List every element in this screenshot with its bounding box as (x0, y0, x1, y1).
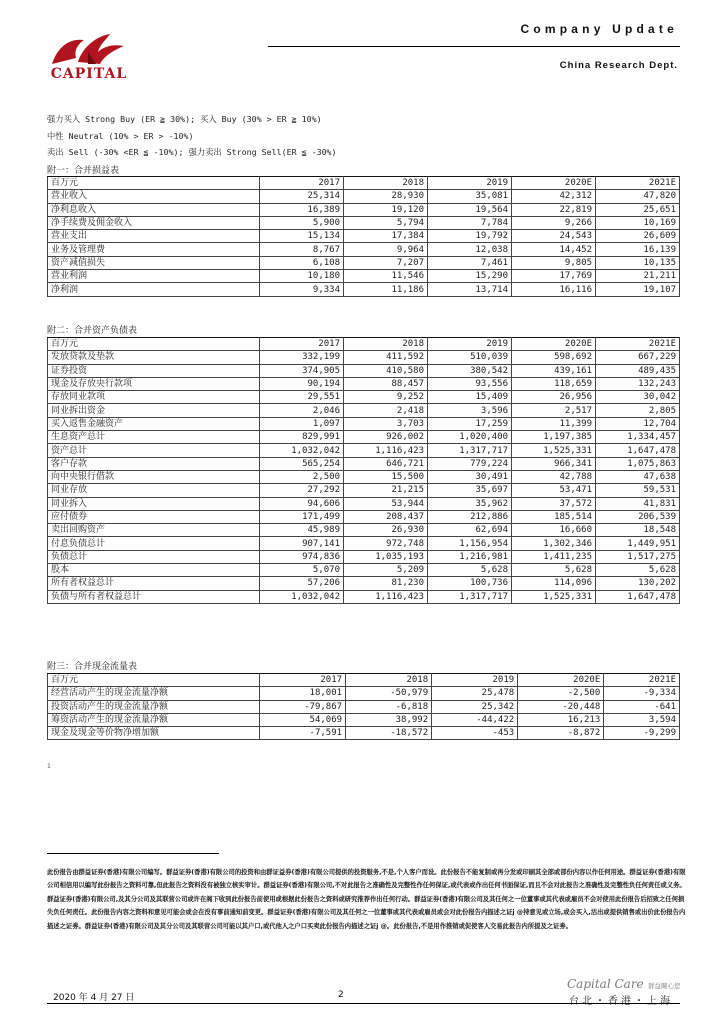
table-cell: 25,314 (260, 190, 344, 203)
column-header-year: 2018 (344, 177, 428, 190)
table-cell: 1,517,275 (596, 550, 680, 563)
table-cell: 26,930 (344, 524, 428, 537)
footnote-mark: 1 (47, 763, 51, 770)
table-cell: 12,038 (428, 243, 512, 256)
table-cell: 907,141 (260, 537, 344, 550)
row-label: 业务及管理费 (48, 243, 260, 256)
table-cell: 6,108 (260, 256, 344, 269)
table-cell: 972,748 (344, 537, 428, 550)
table-cell: 35,081 (428, 190, 512, 203)
table-cell: 15,134 (260, 230, 344, 243)
table-cell: 667,229 (596, 351, 680, 364)
capital-care-brand-cn: 群益關心您 (648, 982, 681, 990)
row-label: 净利润 (48, 283, 260, 296)
table-row (48, 404, 680, 417)
logo-text: CAPITAL (50, 66, 128, 82)
table-header-row (48, 338, 680, 351)
row-label: 营业利润 (48, 270, 260, 283)
row-label: 负债总计 (48, 550, 260, 563)
table-cell: -20,448 (518, 700, 604, 713)
table-cell: 332,199 (260, 351, 344, 364)
table-cell: 1,097 (260, 417, 344, 430)
table-cell: 9,266 (512, 216, 596, 229)
table-cell: 81,230 (344, 577, 428, 590)
row-label: 付息负债总计 (48, 537, 260, 550)
table-row (48, 364, 680, 377)
table-cell: 47,820 (596, 190, 680, 203)
table-cell: 132,243 (596, 377, 680, 390)
table-row (48, 230, 680, 243)
table-cell: 16,389 (260, 203, 344, 216)
column-header-unit: 百万元 (48, 177, 260, 190)
rating-line: 卖出 Sell (-30% <ER ≦ -10%); 强力卖出 Strong Sell(ER ≦ -30%) (47, 147, 337, 157)
column-header-unit: 百万元 (48, 674, 260, 687)
table-cell: 25,651 (596, 203, 680, 216)
table-cell: 5,209 (344, 564, 428, 577)
table-cell: -18,572 (346, 727, 432, 740)
report-type-title: Company Update (520, 22, 678, 36)
table-row (48, 550, 680, 563)
table-cell: 35,697 (428, 484, 512, 497)
table-cell: 1,035,193 (344, 550, 428, 563)
table-cell: 1,334,457 (596, 431, 680, 444)
table-cell: 17,384 (344, 230, 428, 243)
table-row (48, 431, 680, 444)
table-cell: 510,039 (428, 351, 512, 364)
row-label: 股本 (48, 564, 260, 577)
table-cell: 57,206 (260, 577, 344, 590)
table-cell: 646,721 (344, 457, 428, 470)
table-row (48, 564, 680, 577)
column-header-year: 2020E (512, 338, 596, 351)
table-cell: 966,341 (512, 457, 596, 470)
table-cell: 14,452 (512, 243, 596, 256)
table-cell: 88,457 (344, 377, 428, 390)
table-cell: 15,409 (428, 391, 512, 404)
table-cell: 30,491 (428, 470, 512, 483)
row-label: 同业拆入 (48, 497, 260, 510)
table-cell: 11,399 (512, 417, 596, 430)
row-label: 净利息收入 (48, 203, 260, 216)
row-label: 经营活动产生的现金流量净额 (48, 687, 260, 700)
income-statement-table (47, 176, 680, 297)
table-cell: 206,539 (596, 510, 680, 523)
table-cell: 16,139 (596, 243, 680, 256)
table-cell: 1,020,400 (428, 431, 512, 444)
table-row (48, 577, 680, 590)
cash-flow-title: 附三：合并现金流量表 (47, 662, 138, 672)
balance-sheet-title: 附二：合并资产负债表 (47, 326, 138, 336)
table-cell: 59,531 (596, 484, 680, 497)
table-cell: 2,517 (512, 404, 596, 417)
rating-line: 中性 Neutral (10% > ER > -10%) (47, 130, 194, 141)
row-label: 营业收入 (48, 190, 260, 203)
row-label: 负债与所有者权益总计 (48, 590, 260, 603)
table-cell: 3,596 (428, 404, 512, 417)
table-row (48, 497, 680, 510)
table-cell: -2,500 (518, 687, 604, 700)
row-label: 筹资活动产生的现金流量净额 (48, 713, 260, 726)
row-label: 现金及存放央行款项 (48, 377, 260, 390)
table-row (48, 537, 680, 550)
table-cell: 171,499 (260, 510, 344, 523)
table-cell: -8,872 (518, 727, 604, 740)
column-header-year: 2019 (428, 338, 512, 351)
row-label: 同业拆出资金 (48, 404, 260, 417)
table-cell: 380,542 (428, 364, 512, 377)
table-row (48, 457, 680, 470)
table-cell: 26,609 (596, 230, 680, 243)
table-cell: 19,107 (596, 283, 680, 296)
table-cell: 1,525,331 (512, 444, 596, 457)
table-cell: 1,317,717 (428, 444, 512, 457)
row-label: 发放贷款及垫款 (48, 351, 260, 364)
row-label: 存放同业款项 (48, 391, 260, 404)
table-cell: 1,156,954 (428, 537, 512, 550)
table-cell: -9,334 (604, 687, 680, 700)
table-cell: 1,032,042 (260, 590, 344, 603)
table-cell: 54,069 (260, 713, 346, 726)
row-label: 营业支出 (48, 230, 260, 243)
table-cell: 208,437 (344, 510, 428, 523)
column-header-year: 2019 (432, 674, 518, 687)
table-cell: 1,032,042 (260, 444, 344, 457)
table-row (48, 270, 680, 283)
row-label: 投资活动产生的现金流量净额 (48, 700, 260, 713)
table-cell: 29,551 (260, 391, 344, 404)
table-cell: 1,075,863 (596, 457, 680, 470)
table-cell: 2,805 (596, 404, 680, 417)
table-cell: 9,805 (512, 256, 596, 269)
table-cell: -7,591 (260, 727, 346, 740)
table-header-row (48, 674, 680, 687)
footer-rule (47, 1003, 680, 1004)
table-cell: 130,202 (596, 577, 680, 590)
table-row (48, 417, 680, 430)
table-cell: 5,900 (260, 216, 344, 229)
column-header-year: 2019 (428, 177, 512, 190)
table-cell: 1,525,331 (512, 590, 596, 603)
table-cell: 41,831 (596, 497, 680, 510)
table-cell: 3,594 (604, 713, 680, 726)
table-cell: 7,461 (428, 256, 512, 269)
table-row (48, 700, 680, 713)
row-label: 现金及现金等价物净增加额 (48, 727, 260, 740)
table-row (48, 243, 680, 256)
row-label: 证券投资 (48, 364, 260, 377)
table-cell: 16,213 (518, 713, 604, 726)
rating-definitions (47, 111, 337, 161)
table-cell: 90,194 (260, 377, 344, 390)
table-row (48, 727, 680, 740)
row-label: 客户存款 (48, 457, 260, 470)
table-cell: 42,788 (512, 470, 596, 483)
table-cell: 1,411,235 (512, 550, 596, 563)
table-cell: 45,989 (260, 524, 344, 537)
column-header-year: 2018 (346, 674, 432, 687)
table-cell: 410,580 (344, 364, 428, 377)
table-cell: 1,197,385 (512, 431, 596, 444)
table-cell: 22,819 (512, 203, 596, 216)
balance-sheet-table (47, 337, 680, 604)
table-cell: 5,628 (512, 564, 596, 577)
table-row (48, 377, 680, 390)
report-date: 2020 年 4 月 27 日 (53, 993, 135, 1003)
table-cell: 5,070 (260, 564, 344, 577)
column-header-year: 2020E (518, 674, 604, 687)
table-cell: 411,592 (344, 351, 428, 364)
table-cell: 1,317,717 (428, 590, 512, 603)
table-cell: 7,784 (428, 216, 512, 229)
table-cell: 926,002 (344, 431, 428, 444)
table-cell: 212,886 (428, 510, 512, 523)
table-cell: 974,836 (260, 550, 344, 563)
table-cell: 94,606 (260, 497, 344, 510)
column-header-year: 2017 (260, 338, 344, 351)
income-statement-title: 附一：合并损益表 (47, 166, 120, 176)
table-row (48, 524, 680, 537)
table-cell: 10,169 (596, 216, 680, 229)
table-cell: 10,180 (260, 270, 344, 283)
table-cell: 37,572 (512, 497, 596, 510)
column-header-unit: 百万元 (48, 338, 260, 351)
capital-care-brand: Capital Care (567, 977, 644, 991)
disclaimer-text: 此份报告由群益证券(香港)有限公司编写。群益证券(香港)有限公司的投资和由群证益券(香港)有限公司提供的投资服务,不是,个人客户而设。此份报告不能复制或再分发或印刷其全部或部份内容以作任何用途。群益证券(香港)有限公司相信用以编写此份报告之资料可靠,但此报告之资料没有被独立核实审计。群益证券(香港)有限公司,不对此报告之准确性及完整性作任何保证,或代表或作出任何书面保证,而且不会对此报告之准确性及完整性负任何责任或义务。群益证券(香港)有限公司,及其分公司及其联营公司或许在阁下收到此份报告前使用或根据此份报告之资料或研究推荐作出任何行动。群益证券(香港)有限公司及其任何之一位董事或其代表或雇员不会对使用此份报告后招致之任何损失负任何责任。此份报告内容之资料和意见可能会或会在没有事前通知前变更。群益证券(香港)有限公司及其任何之一位董事或其代表或雇员或会对此份报告内描述之证j @持意见或立场,或会买入,沽出或提供销售或出价此份报告内描述之证劵。群益证券(香港)有限公司及其分公司及其联营公司可能以其户口,或代他人之户口买卖此份报告内描述之证j @。此份报告,不是用作推销或促使客人交易此报告内所提及之证劵。 (47, 869, 686, 930)
table-cell: 829,991 (260, 431, 344, 444)
column-header-year: 2021E (596, 177, 680, 190)
table-cell: 565,254 (260, 457, 344, 470)
table-cell: 7,207 (344, 256, 428, 269)
table-cell: 12,704 (596, 417, 680, 430)
table-cell: 25,478 (432, 687, 518, 700)
table-row (48, 203, 680, 216)
table-cell: -44,422 (432, 713, 518, 726)
footnote-rule (47, 853, 219, 854)
table-row (48, 283, 680, 296)
table-cell: 5,794 (344, 216, 428, 229)
table-cell: 13,714 (428, 283, 512, 296)
table-cell: 1,116,423 (344, 590, 428, 603)
table-row (48, 190, 680, 203)
table-cell: 11,546 (344, 270, 428, 283)
table-cell: 11,186 (344, 283, 428, 296)
table-cell: 38,992 (346, 713, 432, 726)
table-header-row (48, 177, 680, 190)
table-row (48, 590, 680, 603)
table-cell: -453 (432, 727, 518, 740)
column-header-year: 2021E (596, 338, 680, 351)
column-header-year: 2021E (604, 674, 680, 687)
table-row (48, 351, 680, 364)
row-label: 应付债券 (48, 510, 260, 523)
table-cell: 21,215 (344, 484, 428, 497)
table-cell: 489,435 (596, 364, 680, 377)
table-cell: 2,500 (260, 470, 344, 483)
table-cell: 2,418 (344, 404, 428, 417)
table-cell: 25,342 (432, 700, 518, 713)
row-label: 净手续费及佣金收入 (48, 216, 260, 229)
table-cell: 9,334 (260, 283, 344, 296)
table-row (48, 216, 680, 229)
table-cell: 5,628 (596, 564, 680, 577)
page-number: 2 (338, 990, 344, 1000)
table-row (48, 256, 680, 269)
row-label: 资产总计 (48, 444, 260, 457)
table-cell: 47,638 (596, 470, 680, 483)
row-label: 生息资产总计 (48, 431, 260, 444)
table-row (48, 484, 680, 497)
table-cell: 19,792 (428, 230, 512, 243)
table-cell: -9,299 (604, 727, 680, 740)
column-header-year: 2018 (344, 338, 428, 351)
row-label: 同业存放 (48, 484, 260, 497)
table-cell: 19,120 (344, 203, 428, 216)
table-cell: 28,930 (344, 190, 428, 203)
table-cell: 2,046 (260, 404, 344, 417)
table-cell: 100,736 (428, 577, 512, 590)
column-header-year: 2020E (512, 177, 596, 190)
table-cell: 24,543 (512, 230, 596, 243)
table-cell: 35,962 (428, 497, 512, 510)
table-cell: 114,096 (512, 577, 596, 590)
table-cell: 1,216,981 (428, 550, 512, 563)
department-label: China Research Dept. (559, 60, 678, 71)
table-cell: -50,979 (346, 687, 432, 700)
column-header-year: 2017 (260, 177, 344, 190)
table-cell: 15,500 (344, 470, 428, 483)
table-cell: -79,867 (260, 700, 346, 713)
table-cell: 19,564 (428, 203, 512, 216)
table-cell: 53,944 (344, 497, 428, 510)
table-cell: 8,767 (260, 243, 344, 256)
table-cell: 439,161 (512, 364, 596, 377)
table-cell: 26,956 (512, 391, 596, 404)
header-rule (268, 46, 680, 47)
table-cell: 1,302,346 (512, 537, 596, 550)
table-cell: 42,312 (512, 190, 596, 203)
table-cell: 18,548 (596, 524, 680, 537)
table-cell: 93,556 (428, 377, 512, 390)
table-row (48, 510, 680, 523)
table-cell: 21,211 (596, 270, 680, 283)
table-cell: 3,703 (344, 417, 428, 430)
table-cell: 779,224 (428, 457, 512, 470)
table-row (48, 444, 680, 457)
table-cell: 9,252 (344, 391, 428, 404)
table-cell: 27,292 (260, 484, 344, 497)
table-cell: 1,116,423 (344, 444, 428, 457)
row-label: 买入返售金融资产 (48, 417, 260, 430)
table-cell: 17,259 (428, 417, 512, 430)
table-cell: 118,659 (512, 377, 596, 390)
table-cell: 374,905 (260, 364, 344, 377)
table-cell: 16,660 (512, 524, 596, 537)
table-cell: 17,769 (512, 270, 596, 283)
table-row (48, 713, 680, 726)
cash-flow-table (47, 673, 680, 740)
table-cell: 9,964 (344, 243, 428, 256)
table-cell: 62,694 (428, 524, 512, 537)
column-header-year: 2017 (260, 674, 346, 687)
table-cell: -641 (604, 700, 680, 713)
table-cell: 185,514 (512, 510, 596, 523)
table-cell: 30,042 (596, 391, 680, 404)
table-cell: 10,135 (596, 256, 680, 269)
row-label: 资产减值损失 (48, 256, 260, 269)
table-cell: 598,692 (512, 351, 596, 364)
table-cell: 1,449,951 (596, 537, 680, 550)
row-label: 卖出回购资产 (48, 524, 260, 537)
table-cell: 18,001 (260, 687, 346, 700)
table-cell: 53,471 (512, 484, 596, 497)
table-cell: 16,116 (512, 283, 596, 296)
table-cell: -6,818 (346, 700, 432, 713)
table-cell: 1,647,478 (596, 444, 680, 457)
row-label: 向中央银行借款 (48, 470, 260, 483)
table-cell: 15,290 (428, 270, 512, 283)
rating-line: 强力买入 Strong Buy (ER ≧ 30%); 买入 Buy (30% > ER ≧ 10%) (47, 114, 322, 124)
table-row (48, 687, 680, 700)
table-cell: 1,647,478 (596, 590, 680, 603)
table-cell: 5,628 (428, 564, 512, 577)
table-row (48, 470, 680, 483)
table-row (48, 391, 680, 404)
row-label: 所有者权益总计 (48, 577, 260, 590)
office-cities: 台北・香港・上海 (569, 996, 673, 1007)
